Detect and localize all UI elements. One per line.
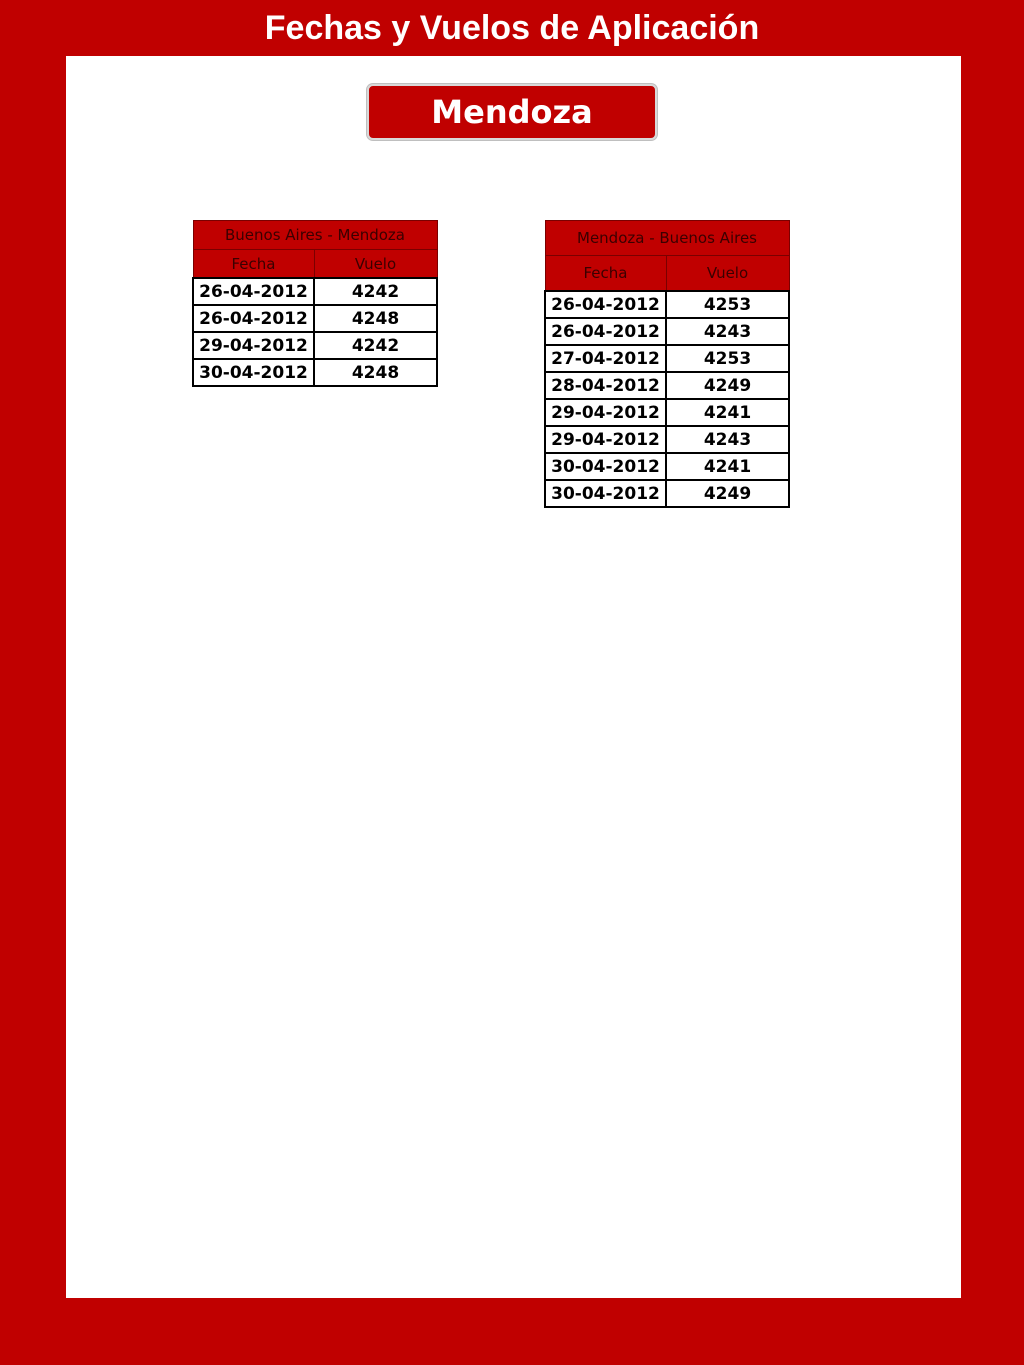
table-row (545, 345, 789, 372)
table-row (545, 318, 789, 345)
column-header-flight: Vuelo (314, 250, 437, 279)
date-cell: 28-04-2012 (545, 372, 666, 399)
table-row (545, 399, 789, 426)
date-cell: 27-04-2012 (545, 345, 666, 372)
date-cell: 29-04-2012 (545, 426, 666, 453)
column-header-date: Fecha (193, 250, 314, 279)
flight-cell: 4241 (666, 453, 789, 480)
date-cell: 30-04-2012 (193, 359, 314, 386)
flight-cell: 4243 (666, 426, 789, 453)
flight-cell: 4253 (666, 291, 789, 318)
section-badge: Mendoza (367, 84, 657, 140)
date-cell: 26-04-2012 (545, 318, 666, 345)
flight-cell: 4248 (314, 305, 437, 332)
table-route-header: Buenos Aires - Mendoza (193, 221, 437, 250)
flight-cell: 4248 (314, 359, 437, 386)
flight-cell: 4249 (666, 480, 789, 507)
table-row (545, 453, 789, 480)
date-cell: 30-04-2012 (545, 453, 666, 480)
column-header-flight: Vuelo (666, 256, 789, 292)
date-cell: 29-04-2012 (193, 332, 314, 359)
date-cell: 26-04-2012 (193, 305, 314, 332)
table-row (545, 426, 789, 453)
flight-cell: 4253 (666, 345, 789, 372)
table-row (193, 305, 437, 332)
column-header-date: Fecha (545, 256, 666, 292)
flight-cell: 4242 (314, 278, 437, 305)
flight-cell: 4243 (666, 318, 789, 345)
table-row (193, 332, 437, 359)
date-cell: 30-04-2012 (545, 480, 666, 507)
table-row (545, 480, 789, 507)
flight-cell: 4249 (666, 372, 789, 399)
flight-cell: 4242 (314, 332, 437, 359)
date-cell: 26-04-2012 (193, 278, 314, 305)
date-cell: 26-04-2012 (545, 291, 666, 318)
date-cell: 29-04-2012 (545, 399, 666, 426)
table-row (545, 291, 789, 318)
flights-table-return (544, 220, 790, 508)
flights-table-outbound (192, 220, 438, 387)
table-row (193, 278, 437, 305)
flight-cell: 4241 (666, 399, 789, 426)
page-title: Fechas y Vuelos de Aplicación (264, 9, 760, 47)
table-row (545, 372, 789, 399)
table-route-header: Mendoza - Buenos Aires (545, 221, 789, 256)
table-row (193, 359, 437, 386)
